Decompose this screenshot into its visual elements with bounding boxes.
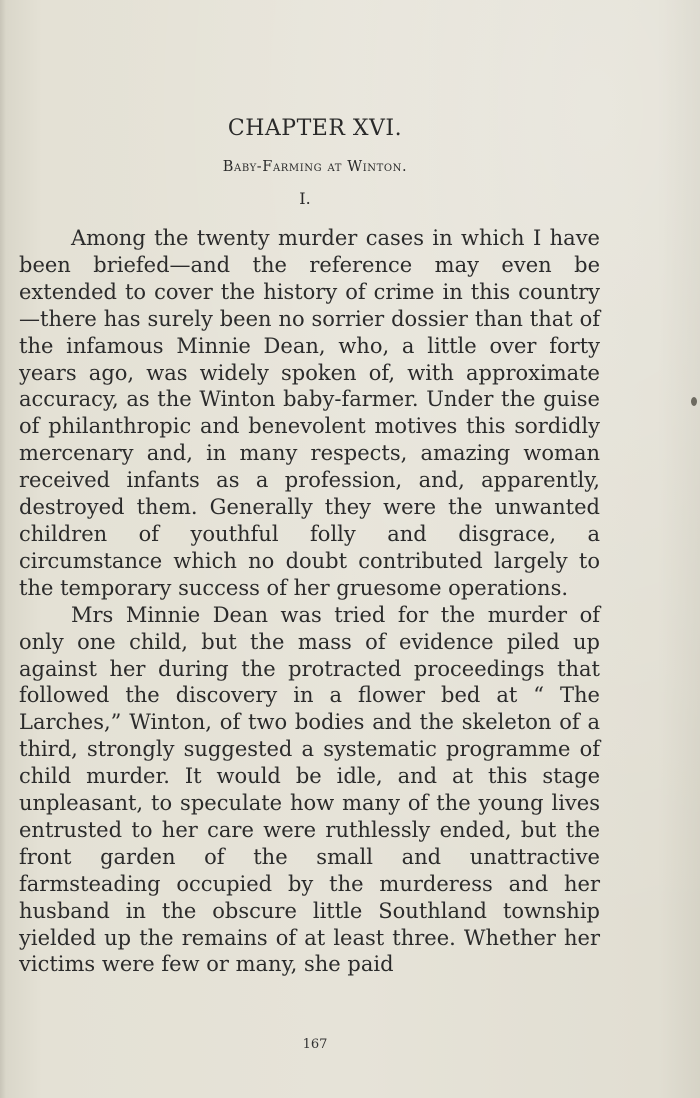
chapter-subtitle: Baby-Farming at Winton. bbox=[222, 159, 408, 175]
page-number: 167 bbox=[302, 1037, 328, 1052]
chapter-title: CHAPTER XVI. bbox=[227, 116, 403, 141]
paragraph: Among the twenty murder cases in which I have been briefed—and the reference may even be extended to cover the history of crime in this country—there has surely been no sorrier dossier than that of the infamous Minnie Dean, who, a little over forty years ago, was widely spoken of, with approximate accuracy, as the Winton baby-farmer. Under the guise of philanthropic and benevolent motives this sordidly mercenary and, in many respects, amazing woman received infants as a profession, and, apparently, destroyed them. Generally they were the unwanted children of youthful folly and disgrace, a circumstance which no doubt contributed largely to the temporary success of her gruesome operations. bbox=[19, 226, 600, 600]
page-blemish bbox=[691, 397, 697, 406]
section-number: I. bbox=[299, 189, 311, 208]
paragraph: Mrs Minnie Dean was tried for the murder of only one child, but the mass of evidence piled up against her during the protracted proceedings that followed the discovery in a flower bed at “ The Larches,” Winton, of two bodies and the skeleton of a third, strongly suggested a systematic programme of child murder. It would be idle, and at this stage unpleasant, to speculate how many of the young lives entrusted to her care were ruthlessly ended, but the front garden of the small and unattractive farmsteading occupied by the murderess and her husband in the obscure little Southland township yielded up the remains of at least three. Whether her victims were few or many, she paid bbox=[19, 602, 600, 977]
page-gutter-shadow bbox=[0, 0, 6, 1098]
body-text bbox=[19, 225, 600, 978]
